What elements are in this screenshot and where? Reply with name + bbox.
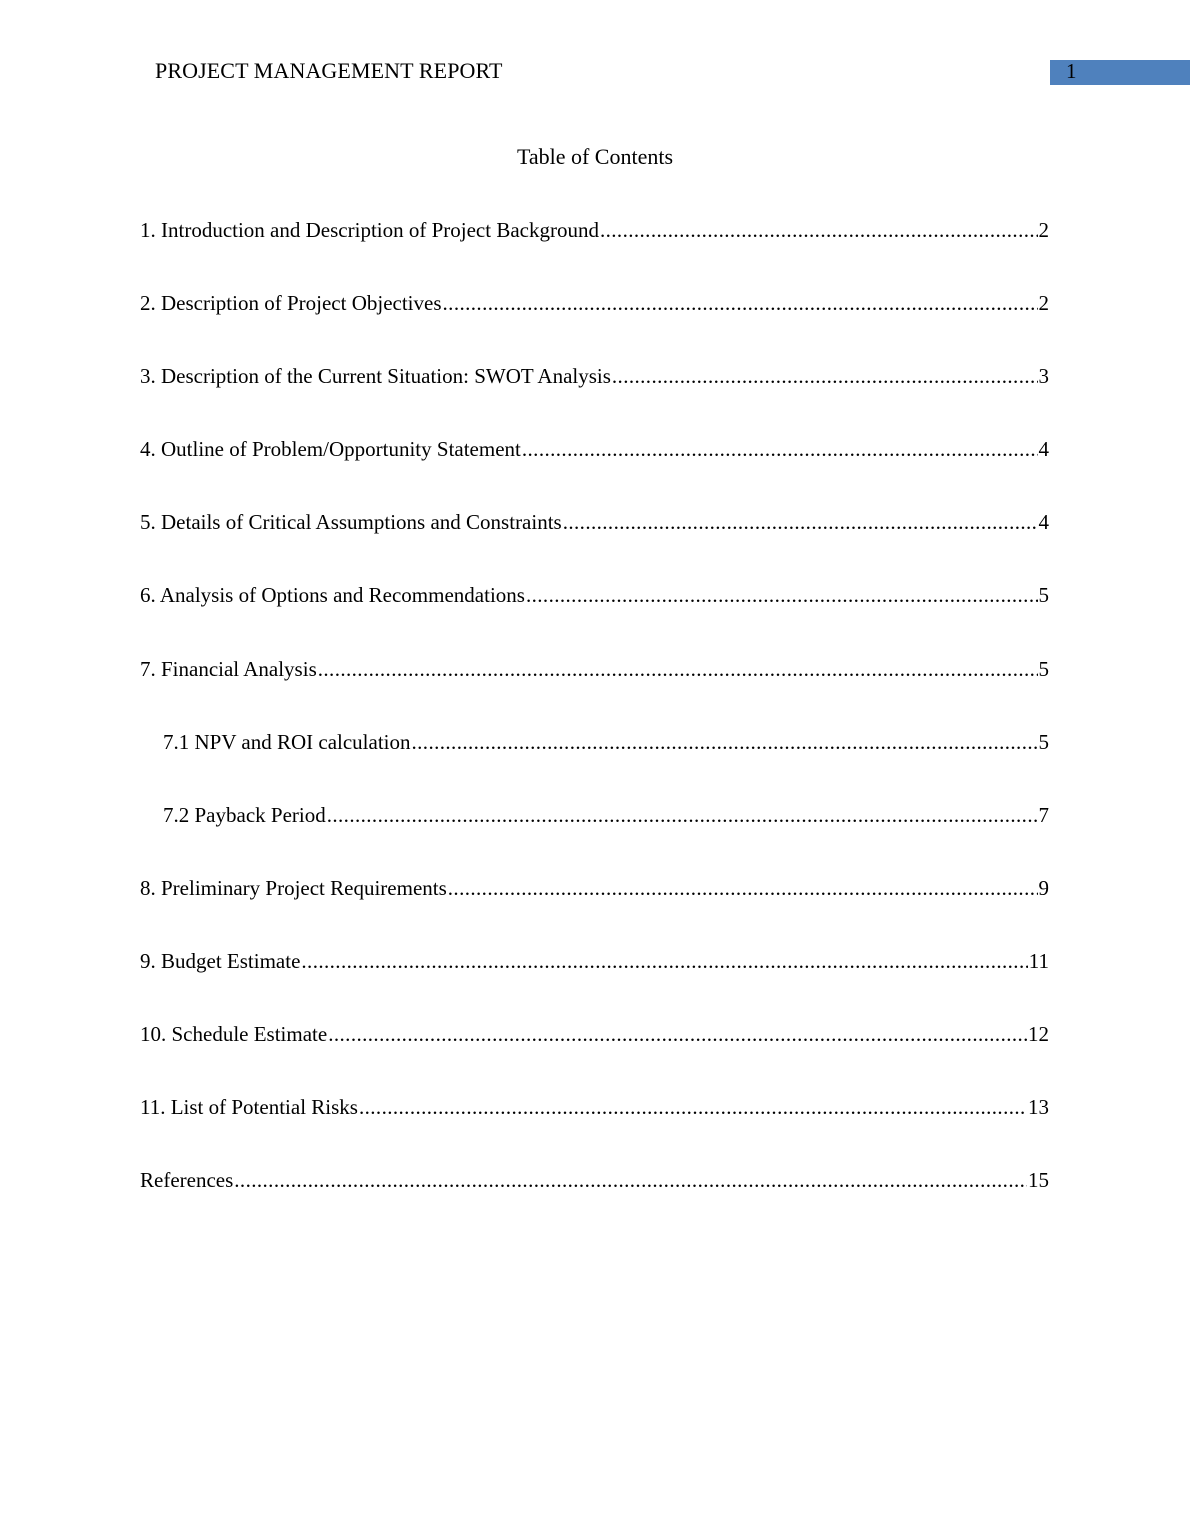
dot-leader bbox=[563, 509, 1038, 535]
toc-entry-page: 4 bbox=[1038, 437, 1049, 462]
toc-entry-page: 11 bbox=[1028, 948, 1049, 973]
toc-entry-payback[interactable] bbox=[140, 802, 1049, 875]
toc-entry-text: 11. List of Potential Risks bbox=[140, 1095, 358, 1120]
toc-entry-introduction[interactable] bbox=[140, 217, 1049, 290]
table-of-contents bbox=[140, 217, 1049, 1240]
toc-entry-schedule[interactable] bbox=[140, 1021, 1049, 1094]
toc-entry-text: 6. Analysis of Options and Recommendations bbox=[140, 583, 525, 608]
dot-leader bbox=[526, 582, 1038, 608]
page-number-tab bbox=[1050, 60, 1190, 85]
toc-entry-assumptions[interactable] bbox=[140, 509, 1049, 582]
toc-entry-page: 9 bbox=[1038, 875, 1049, 900]
toc-entry-text: 2. Description of Project Objectives bbox=[140, 291, 442, 316]
toc-entry-financial-analysis[interactable] bbox=[140, 656, 1049, 729]
toc-entry-page: 2 bbox=[1038, 218, 1049, 242]
dot-leader bbox=[443, 290, 1038, 316]
toc-entry-budget[interactable] bbox=[140, 948, 1049, 1021]
toc-entry-text: 4. Outline of Problem/Opportunity Statement bbox=[140, 437, 521, 462]
toc-entry-text: References bbox=[140, 1168, 234, 1193]
toc-entry-requirements[interactable] bbox=[140, 875, 1049, 948]
toc-entry-page: 15 bbox=[1028, 1168, 1049, 1193]
toc-entry-text: 10. Schedule Estimate bbox=[140, 1022, 328, 1047]
dot-leader bbox=[612, 363, 1038, 389]
toc-entry-page: 3 bbox=[1038, 364, 1049, 389]
toc-entry-problem-statement[interactable] bbox=[140, 436, 1049, 509]
toc-entry-page: 5 bbox=[1038, 729, 1049, 754]
dot-leader bbox=[234, 1167, 1027, 1193]
dot-leader bbox=[318, 656, 1038, 682]
dot-leader bbox=[301, 948, 1027, 974]
toc-entry-swot[interactable] bbox=[140, 363, 1049, 436]
dot-leader bbox=[327, 802, 1038, 828]
toc-entry-text: 1. Introduction and Description of Project Background bbox=[140, 218, 599, 242]
toc-entry-text: 9. Budget Estimate bbox=[140, 948, 301, 973]
toc-entry-page: 12 bbox=[1028, 1022, 1049, 1047]
toc-entry-text: 7. Financial Analysis bbox=[140, 656, 317, 681]
toc-entry-risks[interactable] bbox=[140, 1094, 1049, 1167]
toc-entry-page: 5 bbox=[1038, 583, 1049, 608]
page-number: 1 bbox=[1066, 59, 1077, 83]
running-head: PROJECT MANAGEMENT REPORT bbox=[155, 58, 503, 83]
toc-entry-page: 4 bbox=[1038, 510, 1049, 535]
toc-entry-text: 7.2 Payback Period bbox=[163, 802, 326, 827]
toc-entry-text: 5. Details of Critical Assumptions and Constraints bbox=[140, 510, 562, 535]
dot-leader bbox=[448, 875, 1038, 901]
toc-entry-npv-roi[interactable] bbox=[140, 729, 1049, 802]
toc-title: Table of Contents bbox=[516, 144, 674, 169]
toc-entry-page: 2 bbox=[1038, 291, 1049, 316]
dot-leader bbox=[522, 436, 1038, 462]
toc-entry-page: 5 bbox=[1038, 656, 1049, 681]
toc-entry-text: 7.1 NPV and ROI calculation bbox=[163, 729, 411, 754]
toc-entry-objectives[interactable] bbox=[140, 290, 1049, 363]
toc-entry-text: 3. Description of the Current Situation: SWOT Analysis bbox=[140, 364, 611, 389]
toc-entry-references[interactable] bbox=[140, 1167, 1049, 1240]
toc-entry-text: 8. Preliminary Project Requirements bbox=[140, 875, 447, 900]
dot-leader bbox=[600, 217, 1038, 243]
dot-leader bbox=[359, 1094, 1027, 1120]
toc-entry-page: 13 bbox=[1028, 1095, 1049, 1120]
toc-entry-page: 7 bbox=[1038, 802, 1049, 827]
toc-entry-options[interactable] bbox=[140, 582, 1049, 655]
dot-leader bbox=[328, 1021, 1027, 1047]
dot-leader bbox=[412, 729, 1038, 755]
